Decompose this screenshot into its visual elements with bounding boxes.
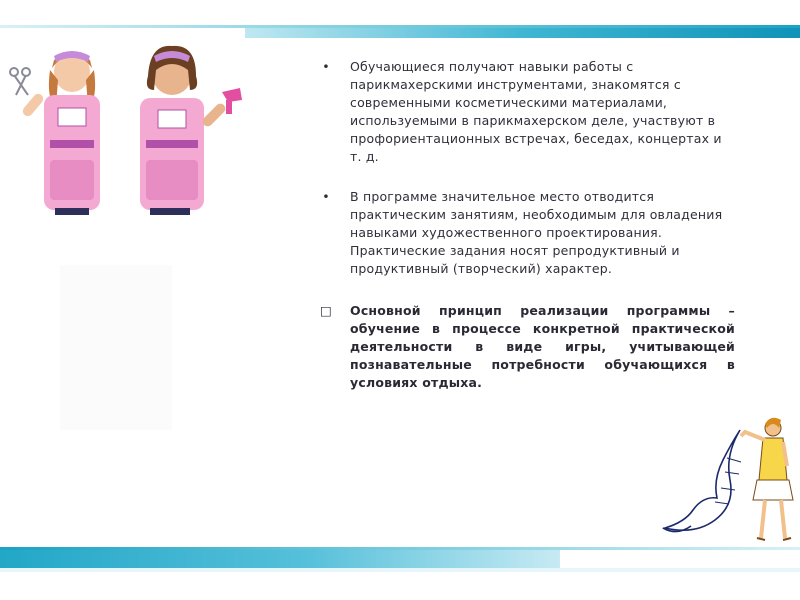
bullet-item [320, 58, 735, 166]
bullet-text: В программе значительное место отводится практическим занятиям, необходимым для овладения навыками художественного проектирования. Практические задания носят репродуктивный и продуктивный (творческий) характер. [350, 189, 723, 276]
faint-image-placeholder [60, 265, 172, 430]
bullet-marker: • [322, 59, 330, 74]
slide-text [320, 58, 735, 392]
key-principle-item [320, 302, 735, 392]
girls-hairdresser-photo [0, 40, 255, 215]
top-accent-bar [245, 28, 800, 38]
bullet-marker: • [322, 189, 330, 204]
bottom-light-strip [0, 568, 800, 572]
girl-left [10, 51, 100, 215]
bullet-text: Обучающиеся получают навыки работы с парикмахерскими инструментами, знакомятся с современными косметическими материалами, используемыми в парикмахерском деле, участвуют в профориентационных встречах, беседах, концертах и т. д. [350, 59, 722, 164]
square-bullet-marker: □ [320, 303, 333, 318]
bottom-accent-bar [0, 550, 560, 568]
key-principle-text: Основной принцип реализации программы – обучение в процессе конкретной практической деятельности в виде игры, учитывающей познавательные потребности обучающихся в условиях отдыха. [350, 303, 735, 390]
woman-with-scroll-clipart [655, 410, 795, 545]
girl-right [140, 46, 242, 215]
bullet-item [320, 188, 735, 278]
